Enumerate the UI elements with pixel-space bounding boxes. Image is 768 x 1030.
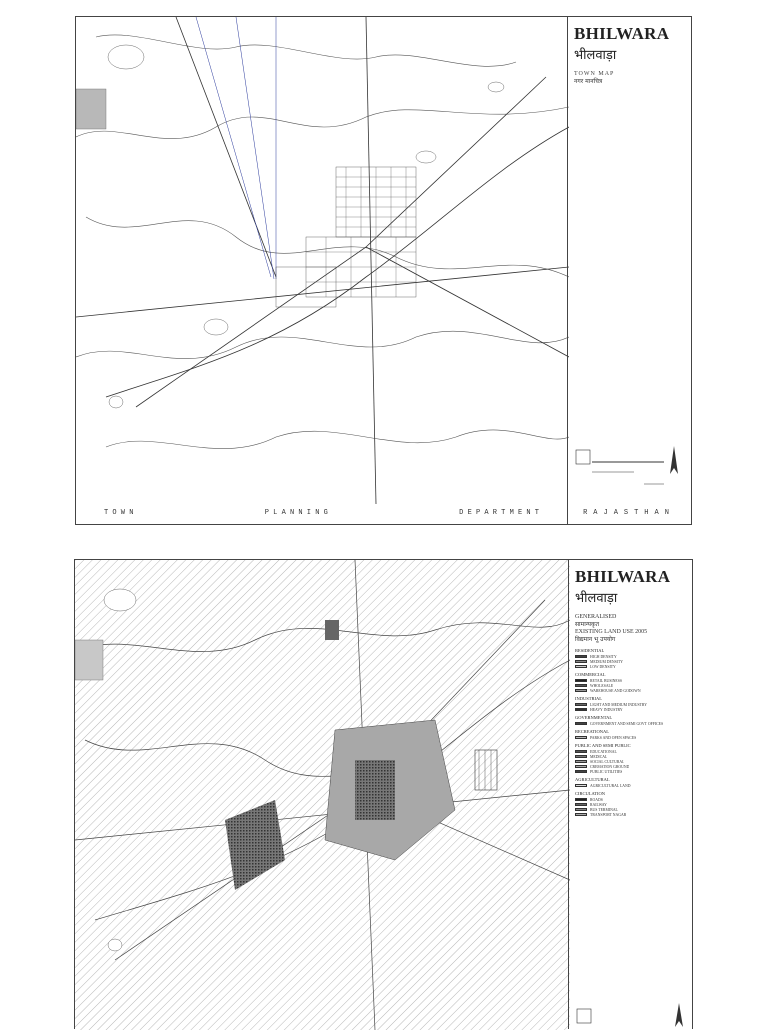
legend-row [575, 735, 686, 740]
footer-state: RAJASTHAN [583, 509, 675, 517]
legend-swatch [575, 703, 587, 707]
legend-label: HEAVY INDUSTRY [590, 707, 623, 712]
north-arrow-and-scale [575, 1001, 685, 1027]
legend-label: PUBLIC UTILITIES [590, 769, 623, 774]
legend-swatch [575, 665, 587, 669]
legend-group [575, 672, 686, 693]
legend-swatch [575, 689, 587, 693]
legend-group [575, 696, 686, 712]
legend-row [575, 721, 686, 726]
land-use-map-sheet [74, 559, 693, 1029]
legend-row [575, 783, 686, 788]
land-use-legend [568, 560, 692, 1029]
legend-label: SOCIAL CULTURAL [590, 759, 625, 764]
legend-row [575, 812, 686, 817]
legend-group-head: CIRCULATION [575, 791, 605, 796]
footer-word-town: T O W N [104, 509, 134, 517]
legend-row [575, 688, 686, 693]
legend-label: WHOLESALE [590, 683, 614, 688]
land-use-map-drawing [75, 560, 570, 1030]
legend-label: ROADS [590, 797, 603, 802]
legend-group [575, 791, 686, 817]
legend-swatch [575, 722, 587, 726]
legend-swatch [575, 770, 587, 774]
legend-groups [575, 648, 686, 817]
legend-swatch [575, 750, 587, 754]
legend-label: GOVERNMENT AND SEMI GOVT OFFICES [590, 721, 664, 726]
legend-group-head: COMMERCIAL [575, 672, 606, 677]
legend-swatch [575, 679, 587, 683]
legend-label: MEDIUM DENSITY [590, 659, 624, 664]
legend-group [575, 777, 686, 788]
label-land-use: EXISTING LAND USE 2005 [575, 629, 648, 635]
legend-label: MEDICAL [590, 754, 608, 759]
legend-swatch [575, 765, 587, 769]
town-map-title-block [567, 17, 691, 524]
map-subtitle-hindi: नगर मानचित्र [574, 78, 603, 85]
legend-group-head: RECREATIONAL [575, 729, 609, 734]
label-generalised-hindi: सामान्यकृत [575, 621, 600, 628]
map-title-hindi: भीलवाड़ा [575, 591, 618, 606]
legend-swatch [575, 655, 587, 659]
legend-row [575, 707, 686, 712]
map-title: BHILWARA [574, 24, 670, 43]
legend-label: TRANSPORT NAGAR [590, 812, 627, 817]
legend-group-head: PUBLIC AND SEMI PUBLIC [575, 743, 631, 748]
legend-label: LIGHT AND MEDIUM INDUSTRY [590, 702, 647, 707]
legend-label: PARKS AND OPEN SPACES [590, 735, 637, 740]
legend-label: BUS TERMINAL [590, 807, 618, 812]
town-map-drawing [76, 17, 569, 504]
legend-swatch [575, 813, 587, 817]
map-title: BHILWARA [575, 567, 671, 586]
legend-label: LOW DENSITY [590, 664, 616, 669]
legend-label: RAILWAY [590, 802, 607, 807]
legend-row [575, 769, 686, 774]
scale-bar-and-north-arrow [574, 444, 684, 494]
map-subtitle: TOWN MAP [574, 71, 615, 77]
legend-label: EDUCATIONAL [590, 749, 617, 754]
legend-label: HIGH DENSITY [590, 654, 617, 659]
legend-label: WAREHOUSE AND GODOWN [590, 688, 641, 693]
town-map-sheet [75, 16, 692, 525]
legend-group-head: RESIDENTIAL [575, 648, 605, 653]
legend-swatch [575, 708, 587, 712]
legend-swatch [575, 736, 587, 740]
legend-swatch [575, 784, 587, 788]
legend-swatch [575, 798, 587, 802]
legend-group-head: INDUSTRIAL [575, 696, 602, 701]
footer-word-department: D E P A R T M E N T [459, 509, 539, 517]
label-generalised: GENERALISED [575, 614, 617, 620]
footer-word-planning: P L A N N I N G [264, 509, 328, 517]
legend-swatch [575, 760, 587, 764]
legend-group [575, 715, 686, 726]
legend-label: CREMATION GROUND [590, 764, 630, 769]
legend-group-head: GOVERNMENTAL [575, 715, 613, 720]
legend-swatch [575, 660, 587, 664]
footer-department [76, 502, 567, 524]
legend-group-head: AGRICULTURAL [575, 777, 610, 782]
legend-label: RETAIL BUSINESS [590, 678, 622, 683]
legend-group [575, 743, 686, 774]
map-title-hindi: भीलवाड़ा [574, 48, 617, 63]
legend-label: AGRICULTURAL LAND [590, 783, 631, 788]
legend-swatch [575, 755, 587, 759]
legend-swatch [575, 808, 587, 812]
legend-swatch [575, 684, 587, 688]
legend-group [575, 729, 686, 740]
legend-row [575, 664, 686, 669]
label-land-use-hindi: विद्यमान भू उपयोग [575, 636, 616, 643]
legend-group [575, 648, 686, 669]
legend-swatch [575, 803, 587, 807]
